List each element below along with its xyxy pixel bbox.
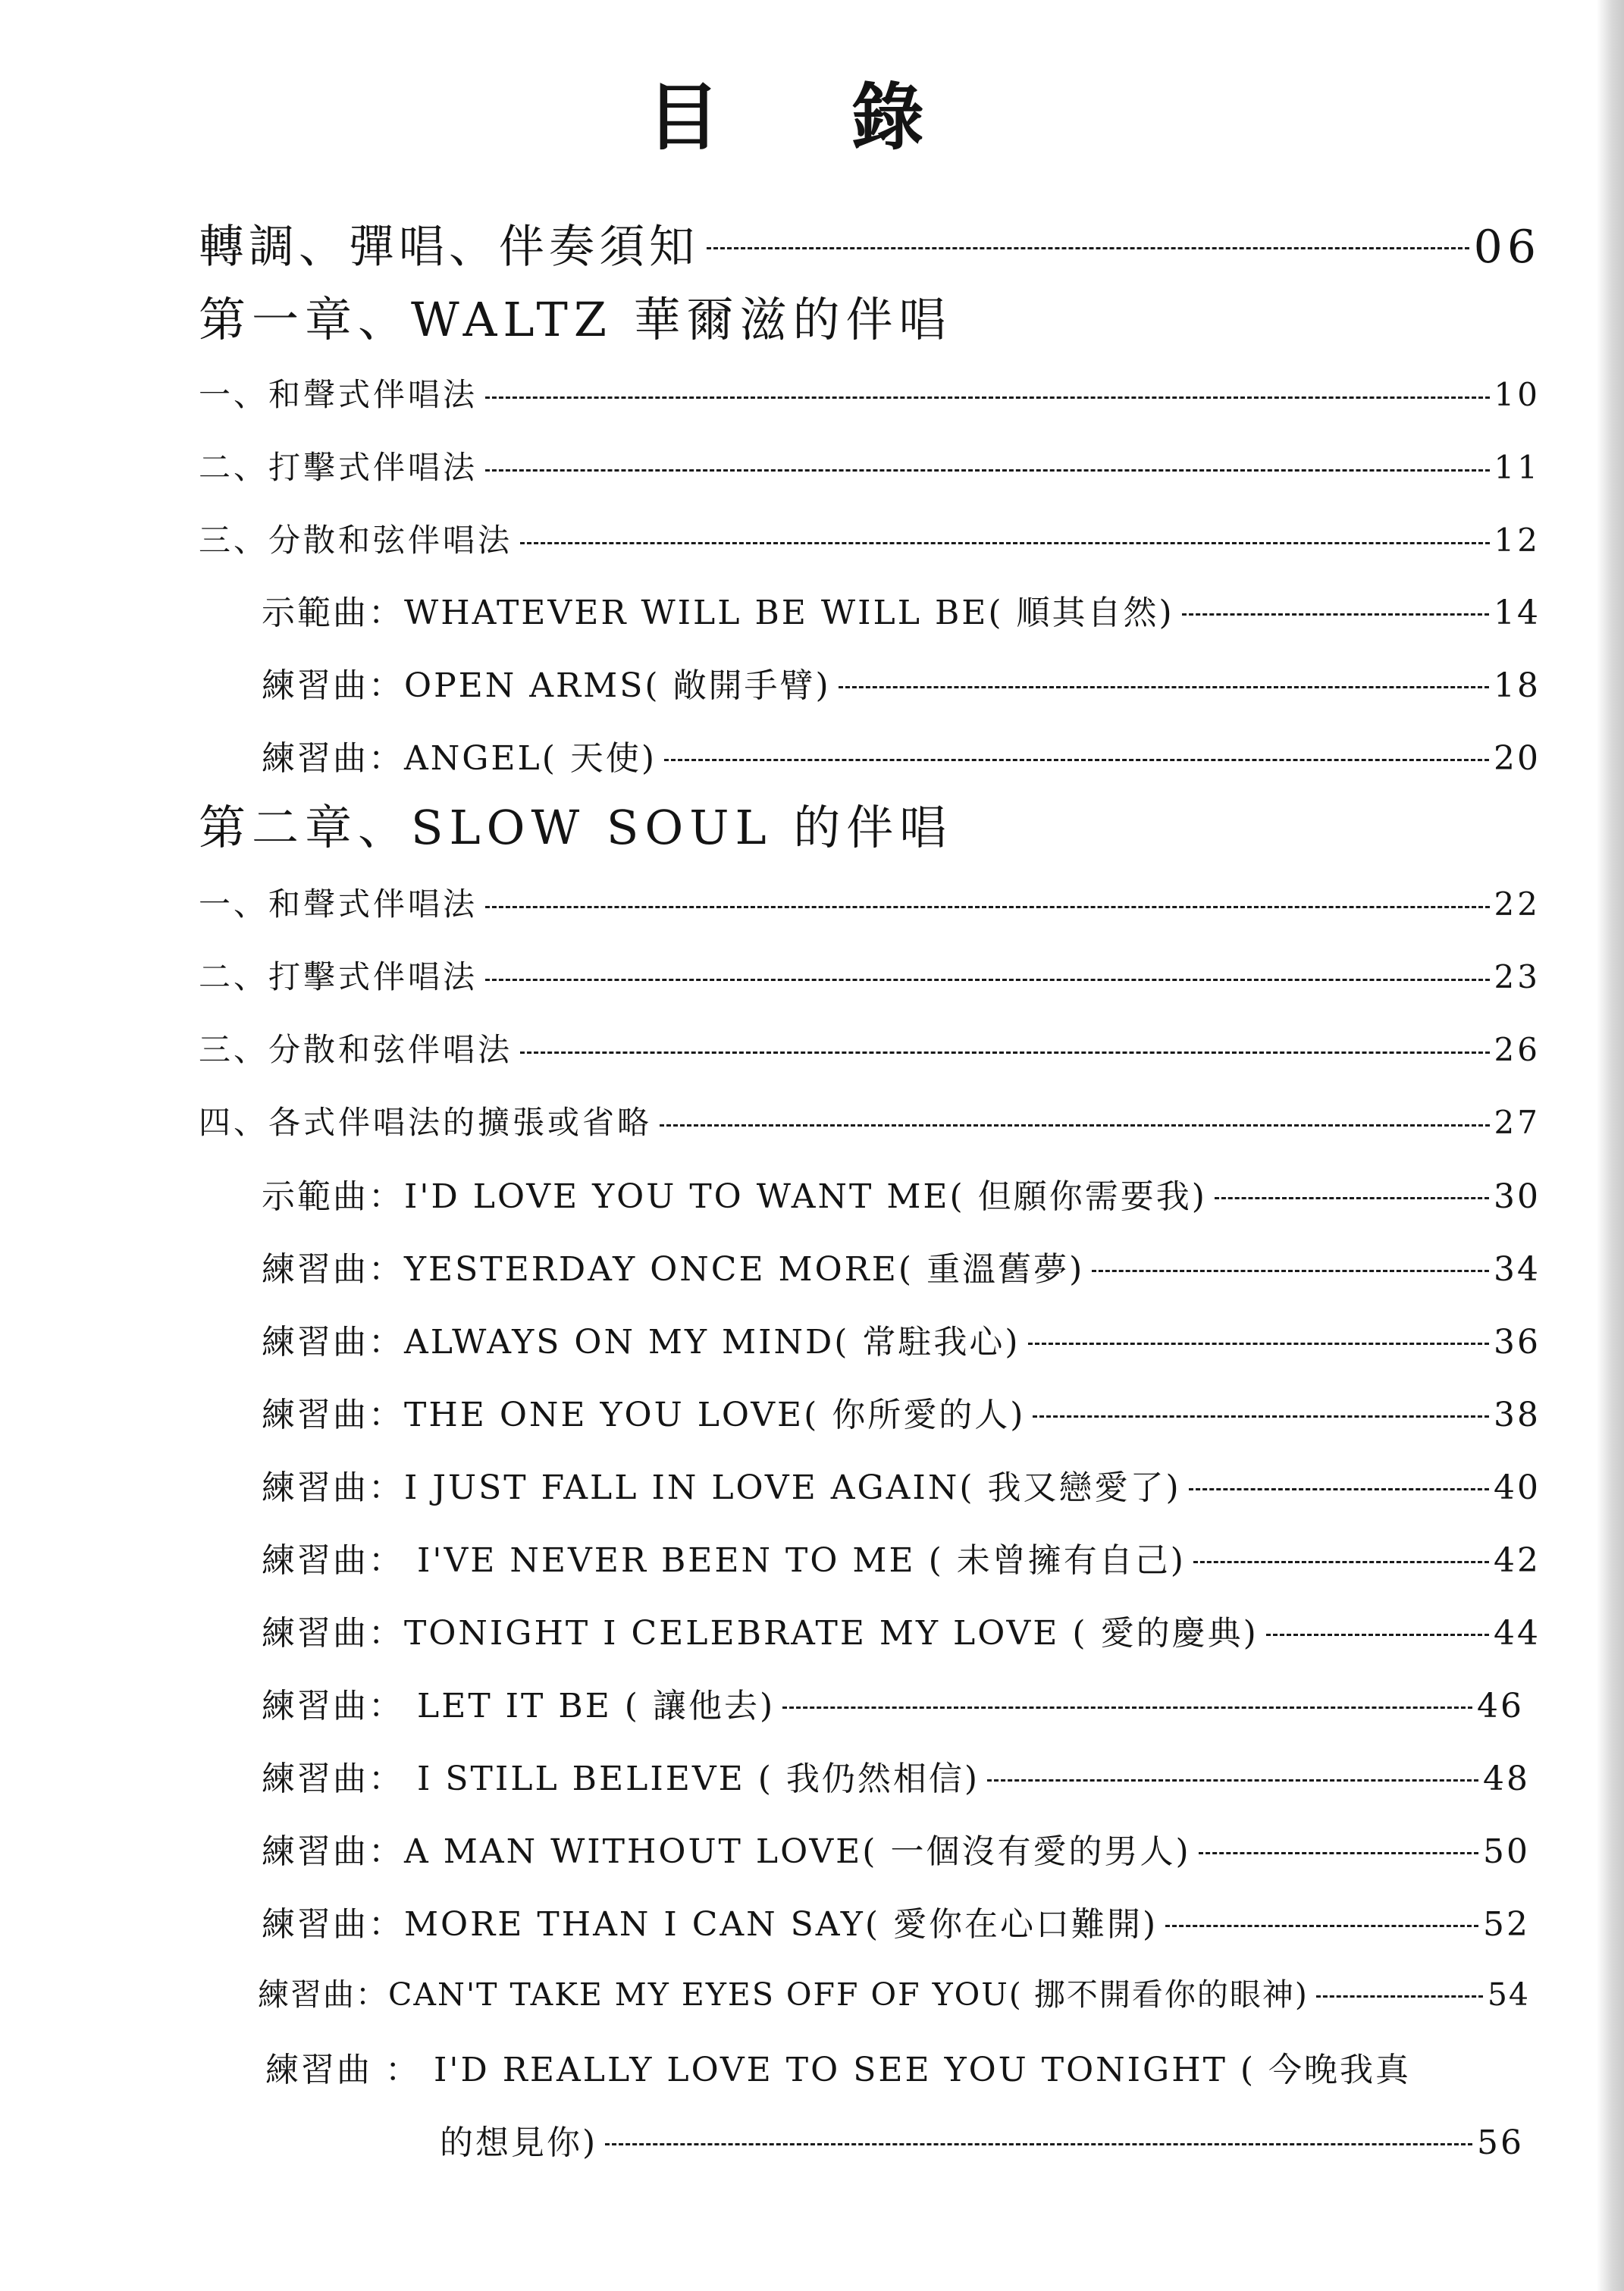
toc-entry-label: 示範曲：WHATEVER WILL BE WILL BE( 順其自然) [262, 594, 1174, 632]
toc-entry [262, 1387, 1541, 1436]
dot-leader [485, 906, 1490, 908]
toc-entry-label: 練習曲： LET IT BE ( 讓他去) [262, 1687, 776, 1725]
chapter-heading: 第二章、SLOW SOUL 的伴唱 [199, 800, 953, 855]
toc-entry [199, 1025, 1541, 1070]
toc-entry-label: 練習曲：OPEN ARMS( 敞開手臂) [262, 666, 831, 705]
toc-entry [199, 879, 1541, 925]
toc-entry [262, 585, 1541, 634]
toc-entry-label: 四、各式伴唱法的擴張或省略 [199, 1104, 653, 1141]
toc-page-number: 42 [1494, 1541, 1541, 1580]
dot-leader [1033, 1415, 1489, 1418]
dot-leader [1193, 1561, 1489, 1563]
toc-entry [199, 443, 1541, 488]
toc-entry [199, 370, 1541, 415]
toc-entry-label: 轉調、彈唱、伴奏須知 [199, 221, 699, 274]
dot-leader [520, 542, 1490, 544]
dot-leader [1215, 1197, 1489, 1199]
toc-entry-label: 練習曲：ANGEL( 天使) [262, 739, 657, 778]
toc-entry-label: 練習曲：THE ONE YOU LOVE( 你所愛的人) [262, 1396, 1026, 1434]
toc-page-number: 46 [1477, 1687, 1524, 1725]
toc-entry-label: 一、和聲式伴唱法 [199, 376, 478, 413]
toc-page-number: 26 [1494, 1031, 1541, 1068]
toc-page-number: 11 [1494, 449, 1541, 486]
toc-entry-label: 練習曲：TONIGHT I CELEBRATE MY LOVE ( 愛的慶典) [262, 1614, 1259, 1653]
toc-page-number: 06 [1473, 221, 1541, 274]
toc-page-number: 27 [1494, 1104, 1541, 1141]
toc-entry-label: 練習曲：CAN'T TAKE MY EYES OFF OF YOU( 挪不開看你的眼神) [258, 1976, 1309, 2013]
dot-leader [520, 1051, 1490, 1054]
dot-leader [485, 396, 1490, 399]
dot-leader [1316, 1995, 1483, 1998]
toc-entry [262, 1169, 1541, 1218]
toc-page-number: 22 [1494, 885, 1541, 923]
toc-entry [199, 952, 1541, 998]
toc-page-number: 48 [1483, 1760, 1530, 1798]
toc-entry-label: 二、打擊式伴唱法 [199, 449, 478, 486]
dot-leader [1189, 1488, 1489, 1490]
toc-entry [262, 1315, 1541, 1363]
toc-entry [262, 1751, 1530, 1800]
toc-entry-label: 示範曲：I'D LOVE YOU TO WANT ME( 但願你需要我) [262, 1177, 1207, 1216]
dot-leader [1092, 1270, 1489, 1272]
dot-leader [485, 469, 1490, 472]
toc-entry [262, 1533, 1541, 1581]
toc-entry-label: 練習曲：YESTERDAY ONCE MORE( 重溫舊夢) [262, 1250, 1085, 1289]
toc-entry-label: 練習曲： I'VE NEVER BEEN TO ME ( 未曾擁有自己) [262, 1541, 1186, 1580]
toc-page-number: 14 [1494, 594, 1541, 632]
toc-entry-label: 練習曲：MORE THAN I CAN SAY( 愛你在心口難開) [262, 1905, 1158, 1944]
toc-entry-label: 練習曲：ALWAYS ON MY MIND( 常駐我心) [262, 1323, 1020, 1362]
dot-leader [1266, 1634, 1489, 1636]
toc-page-number: 52 [1483, 1905, 1530, 1944]
dot-leader [664, 759, 1489, 761]
toc-page-number: 38 [1494, 1396, 1541, 1434]
toc-page-number: 18 [1494, 666, 1541, 705]
toc-entry [262, 1460, 1541, 1509]
toc-page-number: 56 [1477, 2123, 1524, 2162]
dot-leader [1199, 1852, 1478, 1854]
toc-entry [440, 2115, 1524, 2164]
toc-entry-label: 三、分散和弦伴唱法 [199, 1031, 513, 1068]
toc-page-number: 40 [1494, 1468, 1541, 1507]
toc-page-number: 50 [1483, 1832, 1530, 1871]
dot-leader [707, 247, 1469, 249]
toc-entry-label: 三、分散和弦伴唱法 [199, 522, 513, 559]
toc-entry [262, 1606, 1541, 1654]
toc-entry [262, 731, 1541, 779]
dot-leader [1182, 613, 1489, 616]
toc-entry [199, 1098, 1541, 1143]
toc-entry-label-continuation: 的想見你) [440, 2123, 598, 2162]
dot-leader [782, 1706, 1472, 1709]
dot-leader [485, 979, 1490, 981]
toc-entry [262, 1678, 1524, 1727]
toc-entry-label: 練習曲 ： I'D REALLY LOVE TO SEE YOU TONIGHT ( 今晚我真 [265, 2051, 1412, 2089]
toc-entry-label: 二、打擊式伴唱法 [199, 958, 478, 995]
page-title: 目 錄 [647, 74, 977, 160]
toc-entry-label: 練習曲： I STILL BELIEVE ( 我仍然相信) [262, 1760, 980, 1798]
toc-page-number: 36 [1494, 1323, 1541, 1362]
dot-leader [987, 1779, 1478, 1782]
toc-entry [258, 1970, 1530, 2014]
chapter-heading: 第一章、WALTZ 華爾滋的伴唱 [199, 292, 952, 347]
dot-leader [839, 686, 1489, 688]
toc-entry [262, 1897, 1530, 1945]
toc-page-number: 34 [1494, 1250, 1541, 1289]
toc-page-number: 30 [1494, 1177, 1541, 1216]
toc-entry [199, 516, 1541, 561]
dot-leader [1028, 1343, 1489, 1345]
toc-entry [262, 658, 1541, 707]
dot-leader [660, 1124, 1490, 1127]
toc-entry-label: 一、和聲式伴唱法 [199, 885, 478, 923]
dot-leader [605, 2143, 1472, 2145]
toc-entry [262, 1824, 1530, 1873]
toc-entry-label: 練習曲：A MAN WITHOUT LOVE( 一個沒有愛的男人) [262, 1832, 1191, 1871]
toc-page-number: 44 [1494, 1614, 1541, 1653]
dot-leader [1165, 1925, 1478, 1927]
toc-page-number: 12 [1494, 522, 1541, 559]
toc-page-number: 23 [1494, 958, 1541, 995]
toc-page-number: 10 [1494, 376, 1541, 413]
toc-entry-label: 練習曲：I JUST FALL IN LOVE AGAIN( 我又戀愛了) [262, 1468, 1181, 1507]
toc-entry [262, 1242, 1541, 1290]
toc-entry [199, 211, 1541, 276]
toc-page-number: 20 [1494, 739, 1541, 778]
toc-page-number: 54 [1487, 1976, 1530, 2013]
